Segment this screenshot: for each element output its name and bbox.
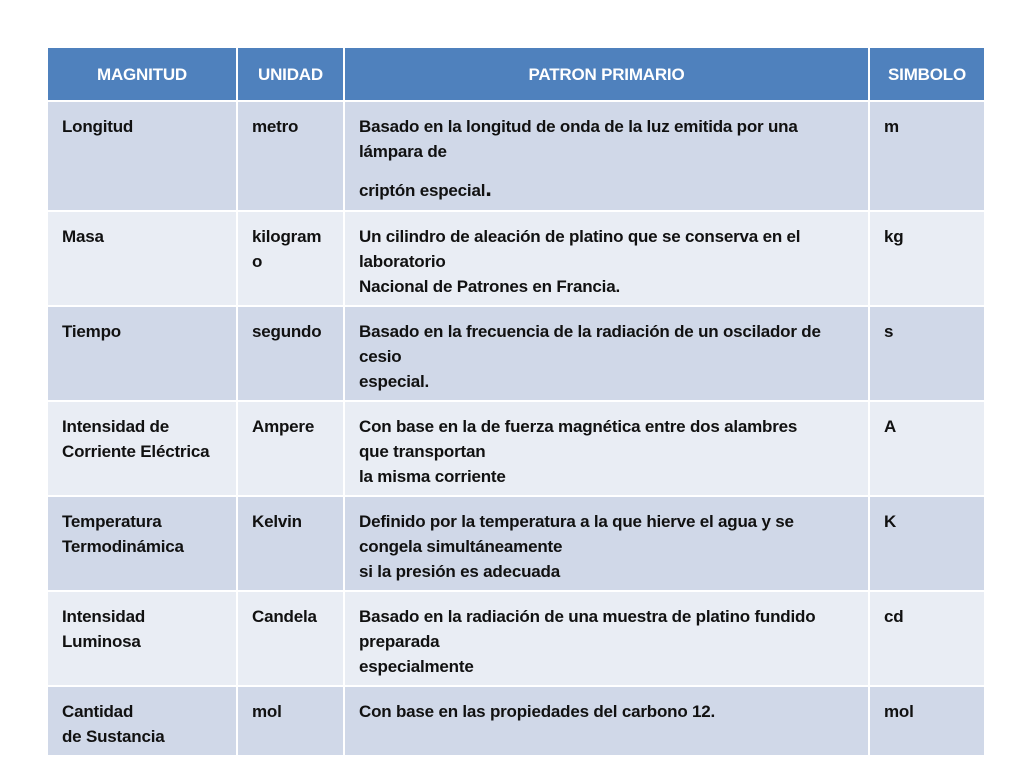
cell-line: Con base en las propiedades del carbono 12. [359,702,716,721]
cell-simbolo [869,306,985,401]
cell-line: Nacional de Patrones en Francia. [359,277,620,296]
cell-simbolo [869,496,985,591]
cell-line: Un cilindro de aleación de platino que se conserva en el [359,227,801,246]
cell-line: mol [252,702,282,721]
cell-line: Intensidad [62,607,146,626]
cell-line: m [884,117,899,136]
cell-patron [344,306,869,401]
cell-simbolo [869,101,985,211]
table-row [47,306,985,401]
cell-unidad [237,591,344,686]
cell-line: Termodinámica [62,537,184,556]
header-patron-primario: PATRON PRIMARIO [344,47,869,101]
cell-line: la misma corriente [359,467,506,486]
cell-simbolo [869,401,985,496]
cell-magnitud [47,591,237,686]
cell-line: Masa [62,227,104,246]
cell-patron [344,401,869,496]
cell-line: Kelvin [252,512,302,531]
cell-unidad [237,101,344,211]
table-row [47,211,985,306]
table-row [47,591,985,686]
table-row [47,401,985,496]
cell-line: que transportan [359,442,486,461]
cell-line: Basado en la radiación de una muestra de platino fundido [359,607,816,626]
cell-line: especialmente [359,657,474,676]
cell-line: congela simultáneamente [359,537,563,556]
period-mark: . [485,175,492,202]
cell-magnitud [47,496,237,591]
header-simbolo: SIMBOLO [869,47,985,101]
cell-line-extra [359,175,854,203]
cell-line: especial. [359,372,430,391]
cell-line: Cantidad [62,702,134,721]
cell-line: Luminosa [62,632,141,651]
cell-line: Definido por la temperatura a la que hierve el agua y se [359,512,794,531]
header-magnitud: MAGNITUD [47,47,237,101]
cell-magnitud [47,401,237,496]
si-units-table [46,46,986,757]
cell-unidad [237,686,344,756]
cell-line: s [884,322,894,341]
cell-patron [344,686,869,756]
cell-line: kilogram [252,227,322,246]
cell-simbolo [869,211,985,306]
cell-unidad [237,401,344,496]
cell-simbolo [869,591,985,686]
cell-unidad [237,306,344,401]
cell-magnitud [47,211,237,306]
cell-line: Intensidad de [62,417,169,436]
cell-simbolo [869,686,985,756]
cell-magnitud [47,306,237,401]
cell-line: kg [884,227,904,246]
cell-line: preparada [359,632,440,651]
cell-line: Corriente Eléctrica [62,442,210,461]
cell-line: Con base en la de fuerza magnética entre dos alambres [359,417,798,436]
cell-line: Candela [252,607,317,626]
cell-line: cesio [359,347,402,366]
cell-patron [344,496,869,591]
cell-line: o [252,252,263,271]
cell-line: mol [884,702,914,721]
cell-line: Temperatura [62,512,162,531]
cell-line: Basado en la frecuencia de la radiación de un oscilador de [359,322,821,341]
cell-patron [344,591,869,686]
table-header-row [47,47,985,101]
cell-line: de Sustancia [62,727,165,746]
cell-line: Tiempo [62,322,121,341]
cell-magnitud [47,686,237,756]
cell-line: A [884,417,897,436]
cell-line: Longitud [62,117,134,136]
cell-line: K [884,512,897,531]
cell-line: Ampere [252,417,315,436]
cell-patron [344,101,869,211]
table-row [47,686,985,756]
table-row [47,101,985,211]
cell-line: cd [884,607,904,626]
cell-line: laboratorio [359,252,446,271]
cell-unidad [237,496,344,591]
cell-unidad [237,211,344,306]
cell-line: si la presión es adecuada [359,562,560,581]
cell-magnitud [47,101,237,211]
table-row [47,496,985,591]
cell-patron [344,211,869,306]
header-unidad: UNIDAD [237,47,344,101]
cell-line: segundo [252,322,322,341]
cell-line: Basado en la longitud de onda de la luz emitida por una [359,117,798,136]
cell-line: lámpara de [359,142,447,161]
cell-line-text: criptón especial [359,181,486,200]
cell-line: metro [252,117,299,136]
